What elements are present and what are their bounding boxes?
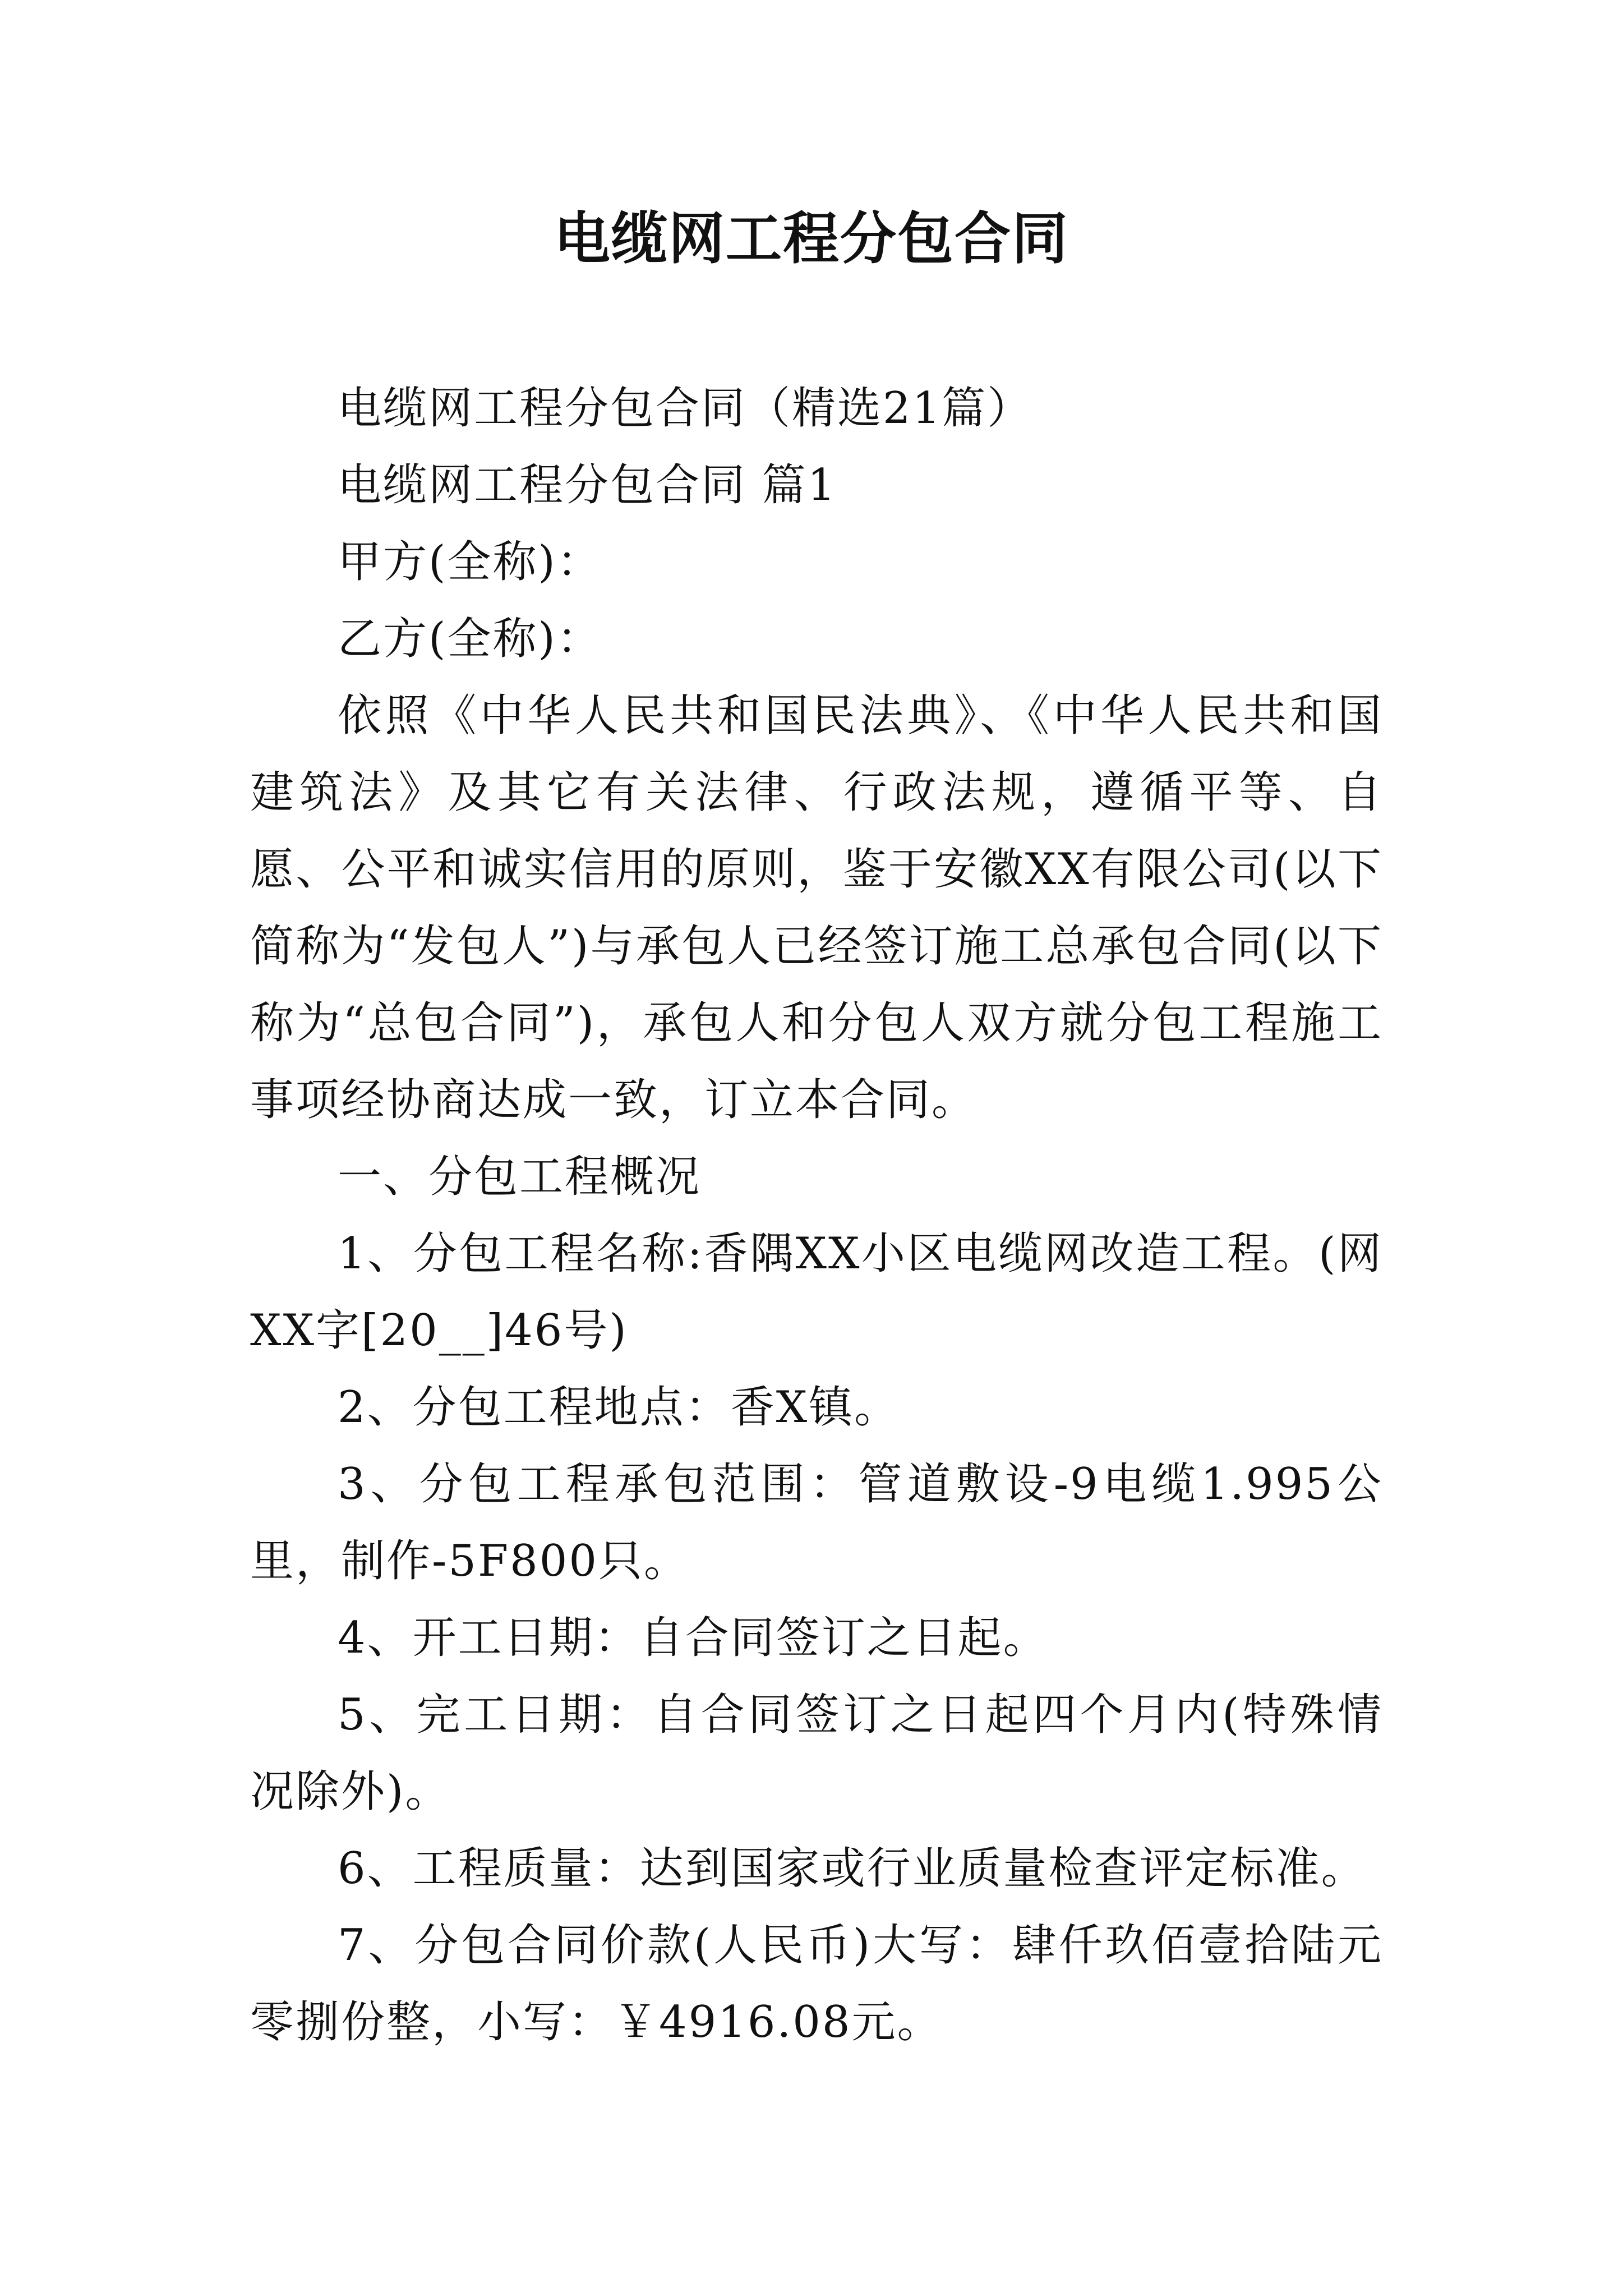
clause-item: 2、分包工程地点：香X镇。 <box>338 1382 900 1433</box>
document-body <box>250 370 1383 2061</box>
section-heading: 一、分包工程概况 <box>338 1152 702 1202</box>
clause-item: 6、工程质量：达到国家或行业质量检查评定标准。 <box>338 1843 1367 1894</box>
preamble-paragraph: 依照《中华人民共和国民法典》、《中华人民共和国建筑法》及其它有关法律、行政法规，遵循平等、自愿、公平和诚实信用的原则，鉴于安徽XX有限公司(以下简称为“发包人”)与承包人已经签订施工总承包合同(以下称为“总包合同”)，承包人和分包人双方就分包工程施工事项经协商达成一致，订立本合同。 <box>250 691 1383 1125</box>
clause-item: 1、分包工程名称:香隅XX小区电缆网改造工程。(网XX字[20__]46号) <box>250 1228 1383 1356</box>
clause-item: 3、分包工程承包范围：管道敷设-9电缆1.995公里，制作-5F800只。 <box>250 1459 1383 1586</box>
subtitle-paragraph: 电缆网工程分包合同（精选21篇） <box>338 383 1033 434</box>
party-b-line: 乙方(全称)： <box>338 614 602 664</box>
document-title: 电缆网工程分包合同 <box>554 205 1069 272</box>
clause-item: 4、开工日期：自合同签订之日起。 <box>338 1613 1049 1663</box>
clause-item: 5、完工日期：自合同签订之日起四个月内(特殊情况除外)。 <box>250 1690 1383 1817</box>
chapter-heading: 电缆网工程分包合同 篇1 <box>338 460 837 510</box>
clause-item: 7、分包合同价款(人民币)大写：肆仟玖佰壹拾陆元零捌份整，小写：￥4916.08元。 <box>250 1920 1383 2047</box>
party-a-line: 甲方(全称)： <box>338 537 602 587</box>
